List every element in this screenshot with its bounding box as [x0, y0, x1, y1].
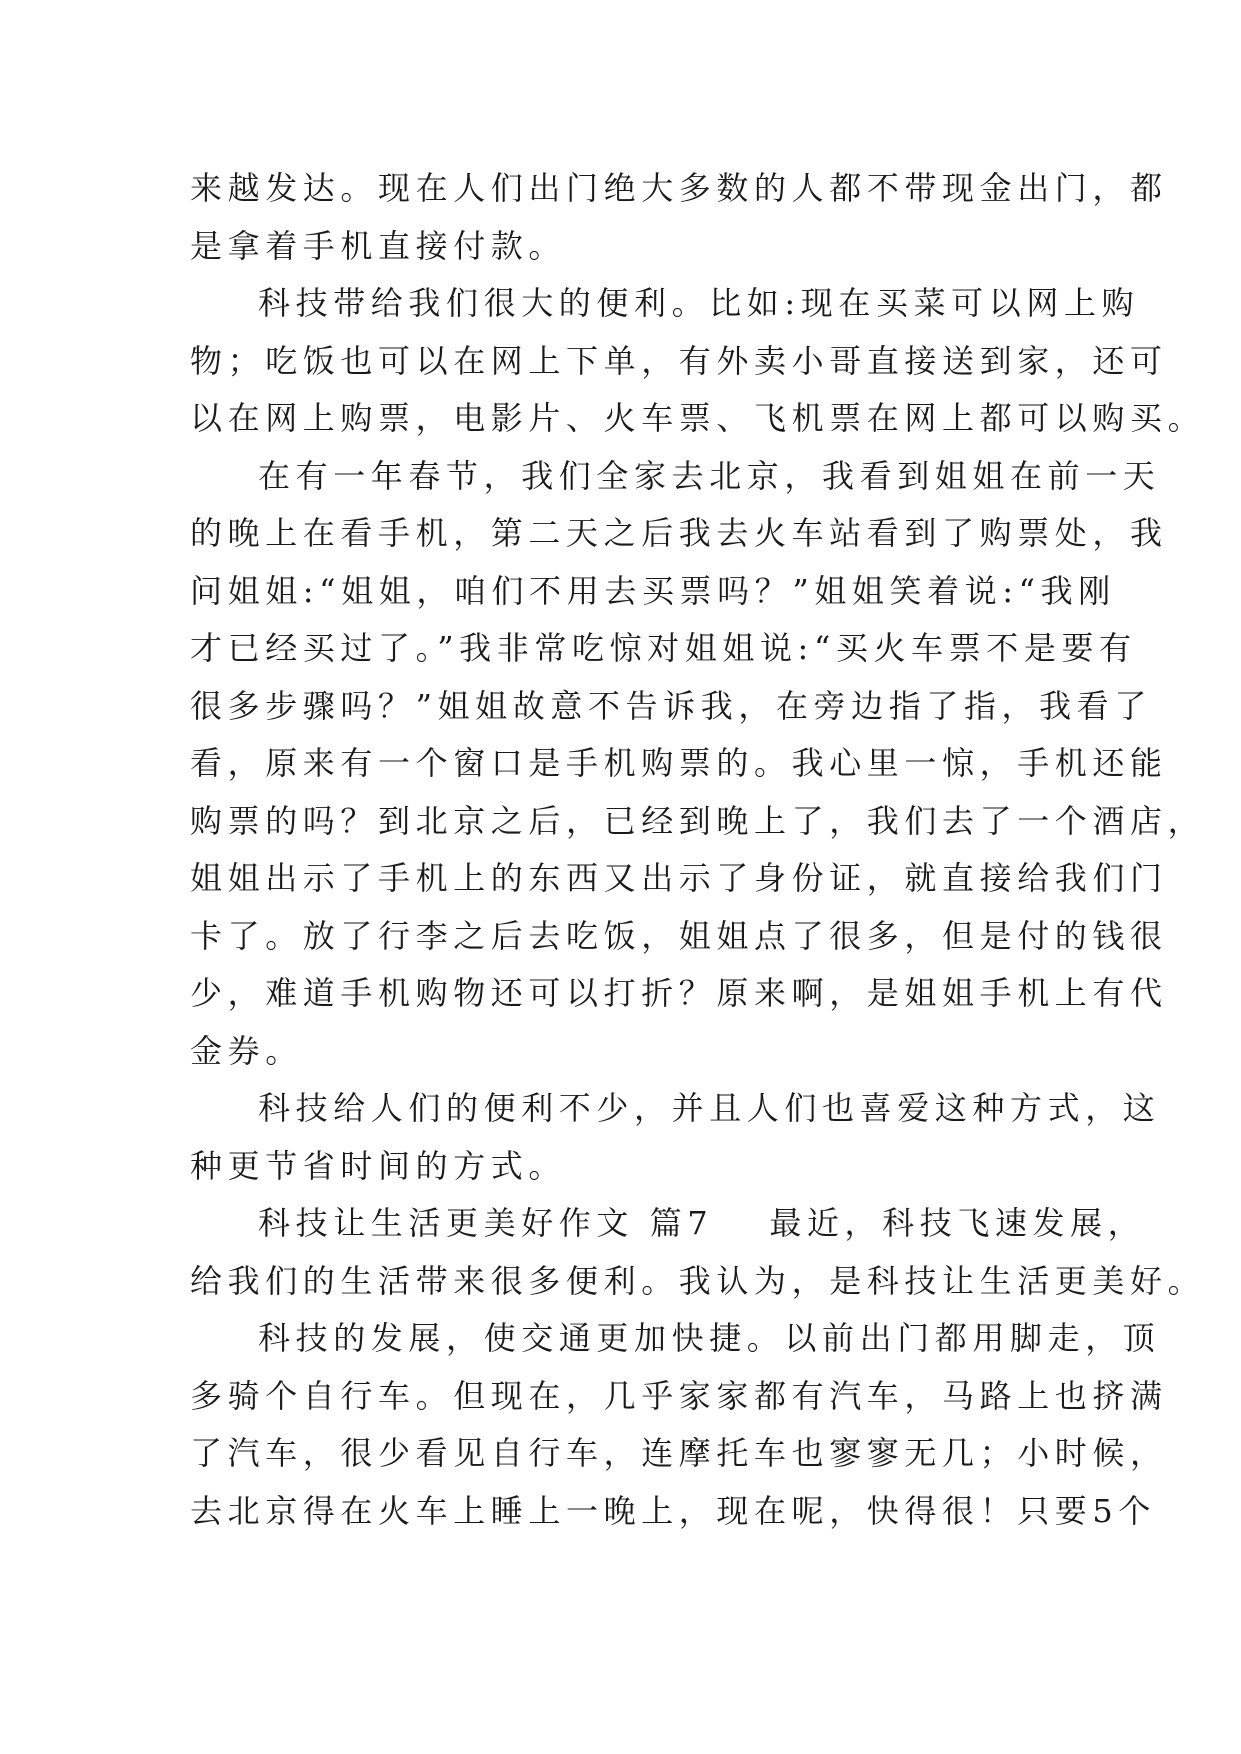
text-line: 多骑个自行车。但现在，几乎家家都有汽车，马路上也挤满: [190, 1376, 1168, 1415]
text-line: 种更节省时间的方式。: [190, 1146, 567, 1185]
text-line: 看，原来有一个窗口是手机购票的。我心里一惊，手机还能: [190, 744, 1168, 782]
text-line: 以在网上购票，电影片、火车票、飞机票在网上都可以购买。: [190, 399, 1206, 437]
paragraph-start-line: 科技的发展，使交通更加快捷。以前出门都用脚走，顶: [258, 1319, 1161, 1357]
text-line: 物；吃饭也可以在网上下单，有外卖小哥直接送到家，还可: [190, 341, 1168, 380]
text-line: 少，难道手机购物还可以打折？原来啊，是姐姐手机上有代: [190, 974, 1168, 1012]
paragraph-start-text: 最近，科技飞速发展，: [769, 1204, 1146, 1242]
paragraph-start-line: 科技带给我们很大的便利。比如:现在买菜可以网上购: [258, 284, 1140, 322]
text-line: 的晚上在看手机，第二天之后我去火车站看到了购票处，我: [190, 514, 1168, 552]
text-line: 来越发达。现在人们出门绝大多数的人都不带现金出门，都: [190, 169, 1168, 207]
text-line: 姐姐出示了手机上的东西又出示了身份证，就直接给我们门: [190, 859, 1168, 897]
text-line: 问姐姐:“姐姐，咱们不用去买票吗？”姐姐笑着说:“我刚: [190, 571, 1116, 610]
text-line: 卡了。放了行李之后去吃饭，姐姐点了很多，但是付的钱很: [190, 916, 1168, 955]
text-line: 给我们的生活带来很多便利。我认为，是科技让生活更美好。: [190, 1261, 1206, 1300]
text-line: 去北京得在火车上睡上一晚上，现在呢，快得很！只要5个: [190, 1491, 1156, 1530]
text-line: 了汽车，很少看见自行车，连摩托车也寥寥无几；小时候，: [190, 1434, 1168, 1472]
text-line: 是拿着手机直接付款。: [190, 226, 567, 265]
text-line: 很多步骤吗？”姐姐故意不告诉我，在旁边指了指，我看了: [190, 686, 1152, 725]
text-line: 才已经买过了。”我非常吃惊对姐姐说:“买火车票不是要有: [190, 629, 1137, 667]
document-body: [190, 160, 1206, 1540]
text-line: 金券。: [190, 1031, 303, 1070]
text-line: 购票的吗？到北京之后，已经到晚上了，我们去了一个酒店，: [190, 801, 1206, 840]
paragraph-start-line: 科技给人们的便利不少，并且人们也喜爱这种方式，这: [258, 1089, 1161, 1127]
section-heading-line: [190, 1195, 1146, 1253]
paragraph-start-line: 在有一年春节，我们全家去北京，我看到姐姐在前一天: [258, 456, 1161, 495]
section-heading: 科技让生活更美好作文 篇7: [258, 1204, 714, 1242]
